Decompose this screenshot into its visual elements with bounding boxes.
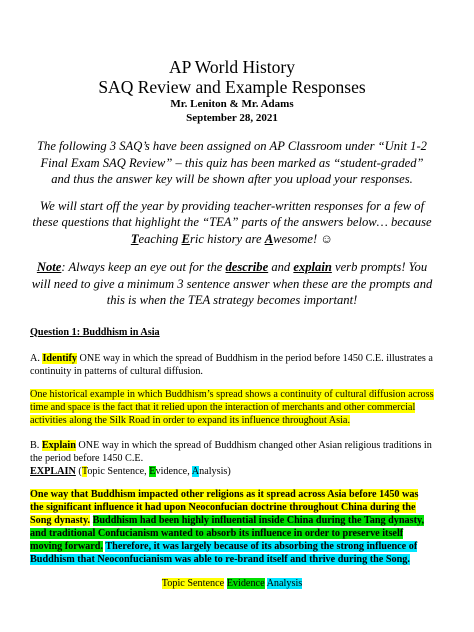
identify-verb: Identify xyxy=(42,352,77,364)
tea-letter-t: T xyxy=(130,231,139,246)
legend-analysis: Analysis xyxy=(266,577,303,589)
explain-verb: explain xyxy=(293,260,332,274)
question-part-b: B. Explain ONE way in which the spread of Buddhism changed other Asian religious traditions in the period before 1450 C.E. EXPLAIN (Topic Sentence, Evidence, Analysis) xyxy=(30,439,432,477)
part-b-answer xyxy=(30,488,434,566)
question-heading: Question 1: Buddhism in Asia xyxy=(30,326,160,338)
explain-label: EXPLAIN xyxy=(30,465,76,477)
explain-prompt-verb: Explain xyxy=(41,439,76,451)
tea-letter-e: E xyxy=(181,231,190,246)
tea-legend xyxy=(30,578,434,589)
page-title: AP World History xyxy=(169,57,295,77)
legend-evidence: Evidence xyxy=(226,577,265,589)
legend-topic: Topic Sentence xyxy=(161,577,225,589)
date: September 28, 2021 xyxy=(186,112,278,124)
describe-verb: describe xyxy=(225,260,269,274)
answer-analysis: Therefore, it was largely because of its absorbing the strong influence of Buddhism that Neoconfucianism was able to re-brand itself and thrive during the Song. xyxy=(30,540,418,565)
intro-paragraph: The following 3 SAQ’s have been assigned on AP Classroom under “Unit 1-2 Final Exam SAQ Review” – this quiz has been marked as “student-graded” and thus the answer key will be shown after you upload your responses. xyxy=(37,139,427,186)
note-paragraph: Note: Always keep an eye out for the describe and explain verb prompts! You will need to give a minimum 3 sentence answer when these are the prompts and this is when the TEA strategy becomes important! xyxy=(31,260,433,307)
tea-intro-paragraph: We will start off the year by providing teacher-written responses for a few of these questions that highlight the “TEA” parts of the answers below… because Teaching Eric history are Awesome! ☺ xyxy=(32,198,432,246)
authors: Mr. Leniton & Mr. Adams xyxy=(170,98,294,110)
tea-letter-a: A xyxy=(264,231,274,246)
note-label: Note xyxy=(36,260,62,274)
question-part-a: A. Identify ONE way in which the spread of Buddhism in the period before 1450 C.E. illustrates a continuity in patterns of cultural diffusion. xyxy=(30,352,433,377)
page-subtitle: SAQ Review and Example Responses xyxy=(98,77,366,97)
answer-evidence: Buddhism had been highly influential inside China during the Tang dynasty, and traditional Confucianism wanted to absorb its influence in order to preserve itself moving forward. xyxy=(30,514,425,552)
answer-topic-sentence: One way that Buddhism impacted other religions as it spread across Asia before 1450 was the significant influence it had upon Neoconfucian doctrine throughout China during the Song dynasty. xyxy=(30,488,419,526)
part-a-answer: One historical example in which Buddhism’s spread shows a continuity of cultural diffusion across time and space is the fact that it relied upon the interaction of merchants and other commercial activities along the Silk Road in order to expand its influence throughout Asia. xyxy=(30,388,434,426)
